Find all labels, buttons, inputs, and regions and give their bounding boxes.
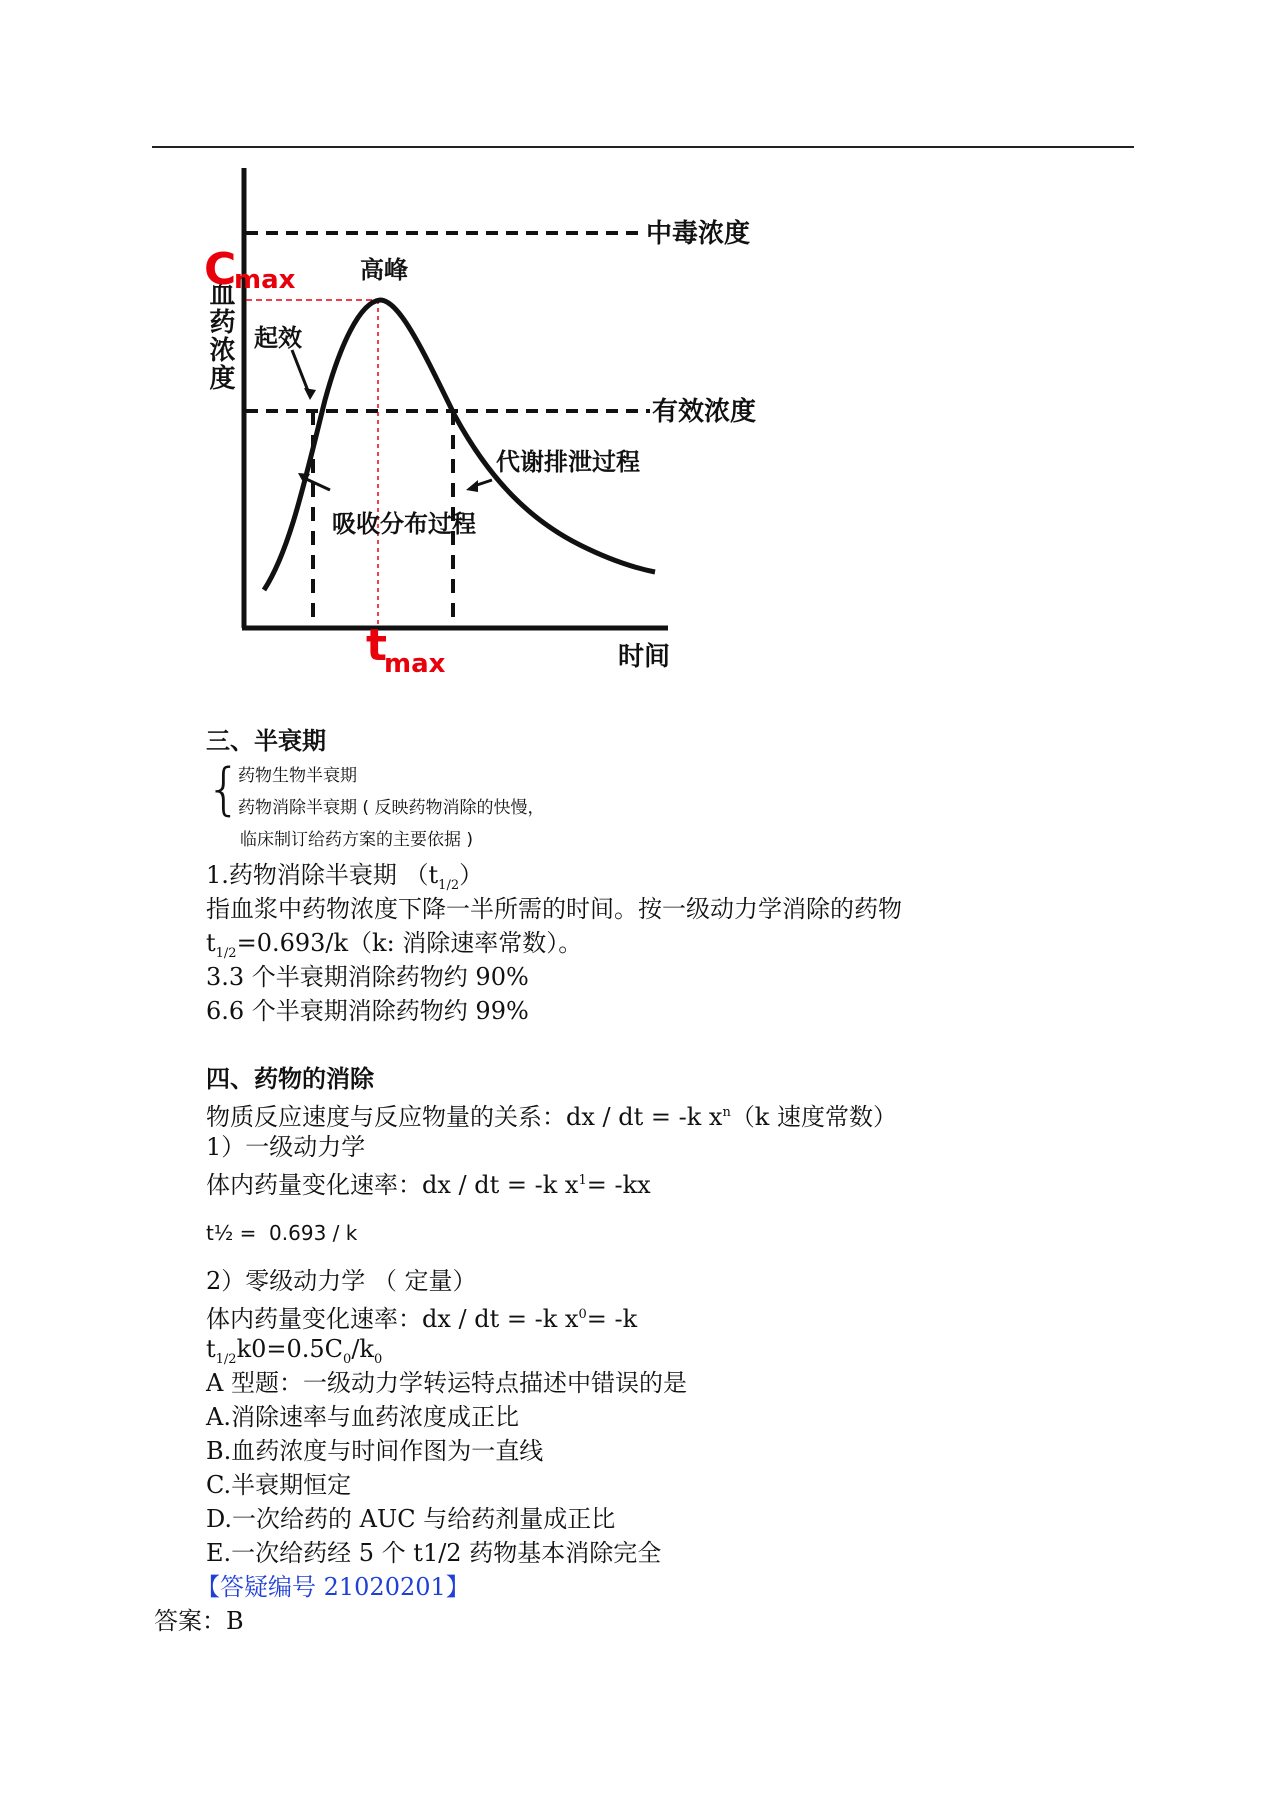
cmax-label-c: C <box>204 244 237 295</box>
option-e: E.一次给药经 5 个 t1/2 药物基本消除完全 <box>206 1539 662 1567</box>
cmax-label-sub: max <box>234 265 296 295</box>
y-axis-label: 血药浓度 <box>205 280 235 392</box>
relation-line <box>206 1096 897 1134</box>
first-rate-sup: 1 <box>578 1173 587 1188</box>
zero-order-rate <box>206 1298 637 1336</box>
zero-half-sub: 1/2 <box>215 1351 237 1367</box>
metabolism-arrowhead <box>466 480 478 492</box>
relation-pre: 物质反应速度与反应物量的关系：dx / dt = -k x <box>206 1103 723 1131</box>
zero-rate-post: = -k <box>586 1305 638 1333</box>
brace-item-1: 药物生物半衰期 <box>238 766 357 786</box>
onset-label: 起效 <box>254 324 302 352</box>
answer: 答案：B <box>154 1607 244 1635</box>
brace-item-2: 药物消除半衰期 ( 反映药物消除的快慢， <box>238 798 545 818</box>
formula-t: t <box>206 929 216 957</box>
half-life-title-text: 1.药物消除半衰期 （t <box>206 861 439 889</box>
zero-half-t: t <box>206 1335 216 1363</box>
option-c: C.半衰期恒定 <box>206 1471 352 1499</box>
effective-label: 有效浓度 <box>652 397 757 427</box>
absorption-label: 吸收分布过程 <box>332 510 476 538</box>
option-a: A.消除速率与血药浓度成正比 <box>206 1403 519 1431</box>
half-life-title-sub: 1/2 <box>438 877 460 893</box>
brace-glyph: { <box>206 757 242 822</box>
concentration-time-diagram <box>200 160 760 700</box>
zero-half-sub3: 0 <box>373 1351 383 1367</box>
zero-order-title: 2）零级动力学 （ 定量） <box>206 1267 477 1295</box>
question-stem: A 型题：一级动力学转运特点描述中错误的是 <box>206 1369 687 1397</box>
option-b: B.血药浓度与时间作图为一直线 <box>206 1437 544 1465</box>
line-3-3: 3.3 个半衰期消除药物约 90% <box>206 963 529 991</box>
tmax-label-t: t <box>366 620 388 671</box>
relation-sup: n <box>722 1105 731 1120</box>
toxic-label: 中毒浓度 <box>646 219 751 249</box>
formula-sub: 1/2 <box>215 945 237 961</box>
first-order-title: 1）一级动力学 <box>206 1133 366 1161</box>
first-rate-pre: 体内药量变化速率：dx / dt = -k x <box>206 1171 579 1199</box>
top-rule <box>152 146 1134 148</box>
zero-rate-pre: 体内药量变化速率：dx / dt = -k x <box>206 1305 579 1333</box>
half-life-definition: 指血浆中药物浓度下降一半所需的时间。按一级动力学消除的药物 <box>206 895 902 923</box>
concentration-curve <box>264 300 655 590</box>
half-life-formula-k: t½ = 0.693 / k <box>206 1221 358 1245</box>
zero-half-sub2: 0 <box>343 1351 352 1367</box>
first-order-rate <box>206 1164 651 1202</box>
relation-post: （k 速度常数） <box>730 1103 897 1131</box>
tmax-label-sub: max <box>384 649 446 679</box>
x-axis-label: 时间 <box>618 642 671 672</box>
section4-heading: 四、药物的消除 <box>206 1065 374 1093</box>
half-life-title-end: ） <box>459 861 484 889</box>
question-reference-link[interactable]: 【答疑编号 21020201】 <box>196 1573 470 1601</box>
zero-half-mid: k0=0.5C <box>236 1335 344 1363</box>
peak-label: 高峰 <box>360 256 408 284</box>
formula-rest: =0.693/k（k: 消除速率常数）。 <box>236 929 583 957</box>
onset-arrowhead <box>304 388 316 400</box>
option-d: D.一次给药的 AUC 与给药剂量成正比 <box>206 1505 616 1533</box>
line-6-6: 6.6 个半衰期消除药物约 99% <box>206 997 529 1025</box>
zero-rate-sup: 0 <box>578 1307 587 1322</box>
section3-heading: 三、半衰期 <box>206 727 326 755</box>
metabolism-label: 代谢排泄过程 <box>496 448 640 476</box>
brace-item-2-cont: 临床制订给药方案的主要依据 ) <box>240 830 474 850</box>
zero-half-slash: /k <box>351 1335 374 1363</box>
first-rate-post: = -kx <box>586 1171 651 1199</box>
absorption-arrow <box>304 478 330 490</box>
